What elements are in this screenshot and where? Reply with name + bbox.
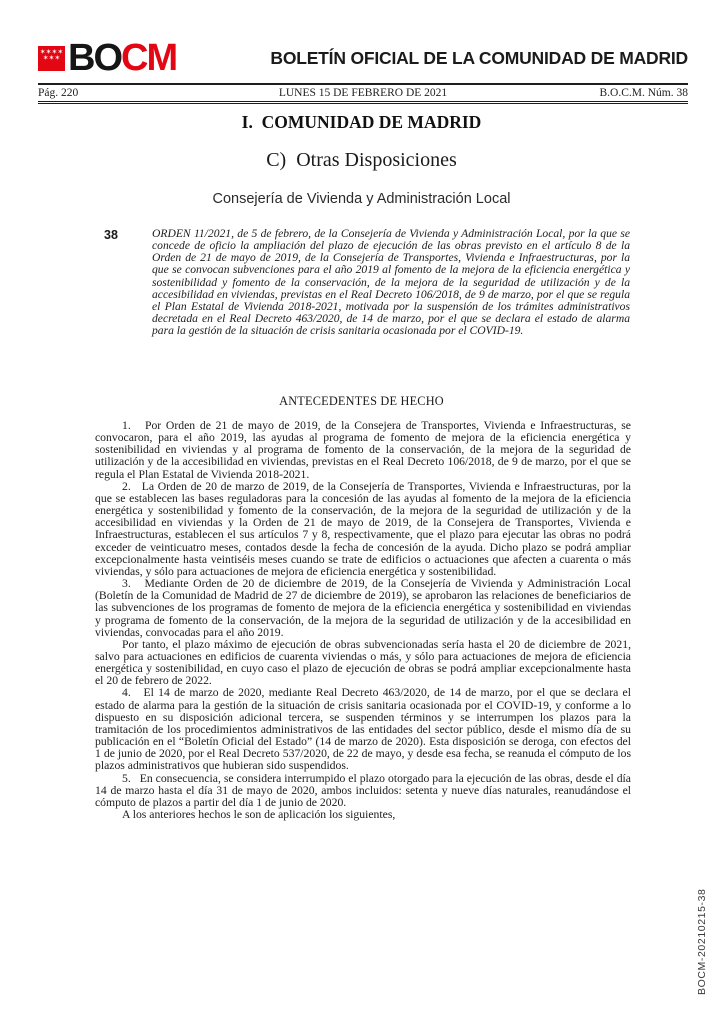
page-number-label: Pág. 220 (38, 87, 79, 99)
subsection-heading: C) Otras Disposiciones (266, 149, 457, 171)
flag-stars-row2: ✶✶✶ (42, 53, 61, 62)
order-item (104, 228, 630, 337)
masthead (38, 34, 688, 82)
body-paragraph-4: Por tanto, el plazo máximo de ejecución de obras subvencionadas sería hasta el 20 de diciembre de 2021, salvo para actuaciones en edificios de cuarenta viviendas o más, y sólo para actuaciones de mejora de eficiencia energética y sostenibilidad, en cuyo caso el plazo de ejecución de obras se podrá ampliar excepcionalmente hasta el 20 de febrero de 2022. (95, 637, 631, 688)
order-item-number: 38 (104, 228, 118, 242)
department-heading: Consejería de Vivienda y Administración Local (212, 191, 511, 207)
section-heading: I. COMUNIDAD DE MADRID (241, 112, 482, 132)
subheader-bar (38, 83, 688, 104)
issue-number: B.O.C.M. Núm. 38 (599, 87, 688, 99)
bocm-logo-text (68, 39, 176, 77)
issue-date: LUNES 15 DE FEBRERO DE 2021 (278, 87, 448, 99)
flag-stars-row1: ✶✶✶✶ (39, 47, 64, 56)
order-summary: ORDEN 11/2021, de 5 de febrero, de la Consejería de Vivienda y Administración Local, por la que se concede de oficio la ampliación del plazo de ejecución de las obras previsto en el artículo 8 de la Orden de 21 de mayo de 2019, de la Consejería de Transportes, Vivienda e Infraestructuras, por la que se convocan subvenciones para el año 2019 al fomento de la mejora de la eficiencia energética y sostenibilidad y fomento de la conservación, de la mejora de la seguridad de utilización y de la accesibilidad en viviendas, previstas en el Real Decreto 106/2018, de 9 de marzo, por el que se regula el Plan Estatal de Vivienda 2018-2021, motivada por la suspensión de los trámites administrativos decretada en el Real Decreto 463/2020, de 14 de marzo, por el que se declara el estado de alarma para la gestión de la situación de crisis sanitaria ocasionada por el COVID-19. (152, 227, 630, 338)
body-paragraph-5: 4. El 14 de marzo de 2020, mediante Real Decreto 463/2020, de 14 de marzo, por el que se declara el estado de alarma para la gestión de la situación de crisis sanitaria ocasionada por el COVID-19, y conforme a lo dispuesto en su disposición adicional tercera, se suspenden términos y se interrumpen los plazos para la tramitación de los procedimientos administrativos de las entidades del sector público, desde el mismo día de su publicación en el “Boletín Oficial del Estado” (14 de marzo de 2020). Esta disposición se deroga, con efectos del 1 de junio de 2020, por el Real Decreto 537/2020, de 22 de mayo, y desde esa fecha, se reanuda el cómputo de los plazos administrativos que hubieran sido suspendidos. (95, 686, 631, 773)
body-text (95, 420, 631, 821)
body-paragraph-3: 3. Mediante Orden de 20 de diciembre de 2019, de la Consejería de Vivienda y Administración Local (Boletín de la Comunidad de Madrid de 27 de diciembre de 2019), se aprobaron las relaciones de beneficiarios de las subvenciones de los programas de fomento de mejora de la eficiencia energética y sostenibilidad en viviendas y programa de fomento de la conservación, de la mejora de la seguridad de utilización y de la accesibilidad en viviendas, convocadas para el año 2019. (95, 577, 631, 639)
bocm-logo (38, 39, 176, 77)
antecedentes-heading: ANTECEDENTES DE HECHO (279, 394, 444, 408)
body-paragraph-6: 5. En consecuencia, se considera interrumpido el plazo otorgado para la ejecución de las obras, desde el día 14 de marzo hasta el día 31 de mayo de 2020, ambos incluidos: setenta y nueve días naturales, reanudándose el cómputo de plazos a partir del día 1 de junio de 2020. (95, 771, 631, 809)
body-paragraph-7: A los anteriores hechos le son de aplicación los siguientes, (122, 808, 396, 821)
logo-cm: CM (121, 37, 177, 79)
page-code-vertical: BOCM-20210215-38 (696, 888, 708, 995)
madrid-flag-icon (38, 46, 65, 71)
body-paragraph-1: 1. Por Orden de 21 de mayo de 2019, de la Consejera de Transportes, Vivienda e Infraestructuras, se convocaron, para el año 2019, las ayudas al programa de fomento de mejora de la eficiencia energética y sostenibilidad en viviendas y al programa de fomento de la conservación, de la mejora de la seguridad de utilización y de la accesibilidad en viviendas, previstas en el Real Decreto 106/2018, de 9 de marzo, por el que se regula el Plan Estatal de Vivienda 2018-2021. (95, 419, 631, 481)
body-paragraph-2: 2. La Orden de 20 de marzo de 2019, de la Consejería de Transportes, Vivienda e Infraestructuras, por la que se establecen las bases reguladoras para la concesión de las ayudas al fomento de la mejora de la eficiencia energética y sostenibilidad y fomento de la conservación, de la mejora de la seguridad de utilización y de la accesibilidad en viviendas y la Orden de 21 de mayo de 2019, de la Consejera de Transportes, Vivienda e Infraestructuras, establecen el sus artículos 7 y 8, respectivamente, que el plazo para ejecutar las obras no podrá exceder de veinticuatro meses, contados desde la fecha de concesión de la ayuda. Dicho plazo se podrá ampliar excepcionalmente hasta veintiséis meses cuando se trate de edificios o actuaciones que afecten a cuarenta o más viviendas, y sólo para actuaciones de mejora de eficiencia energética y sostenibilidad. (95, 479, 631, 578)
logo-bo: BO (68, 37, 121, 79)
gazette-title: BOLETÍN OFICIAL DE LA COMUNIDAD DE MADRID (270, 47, 688, 68)
